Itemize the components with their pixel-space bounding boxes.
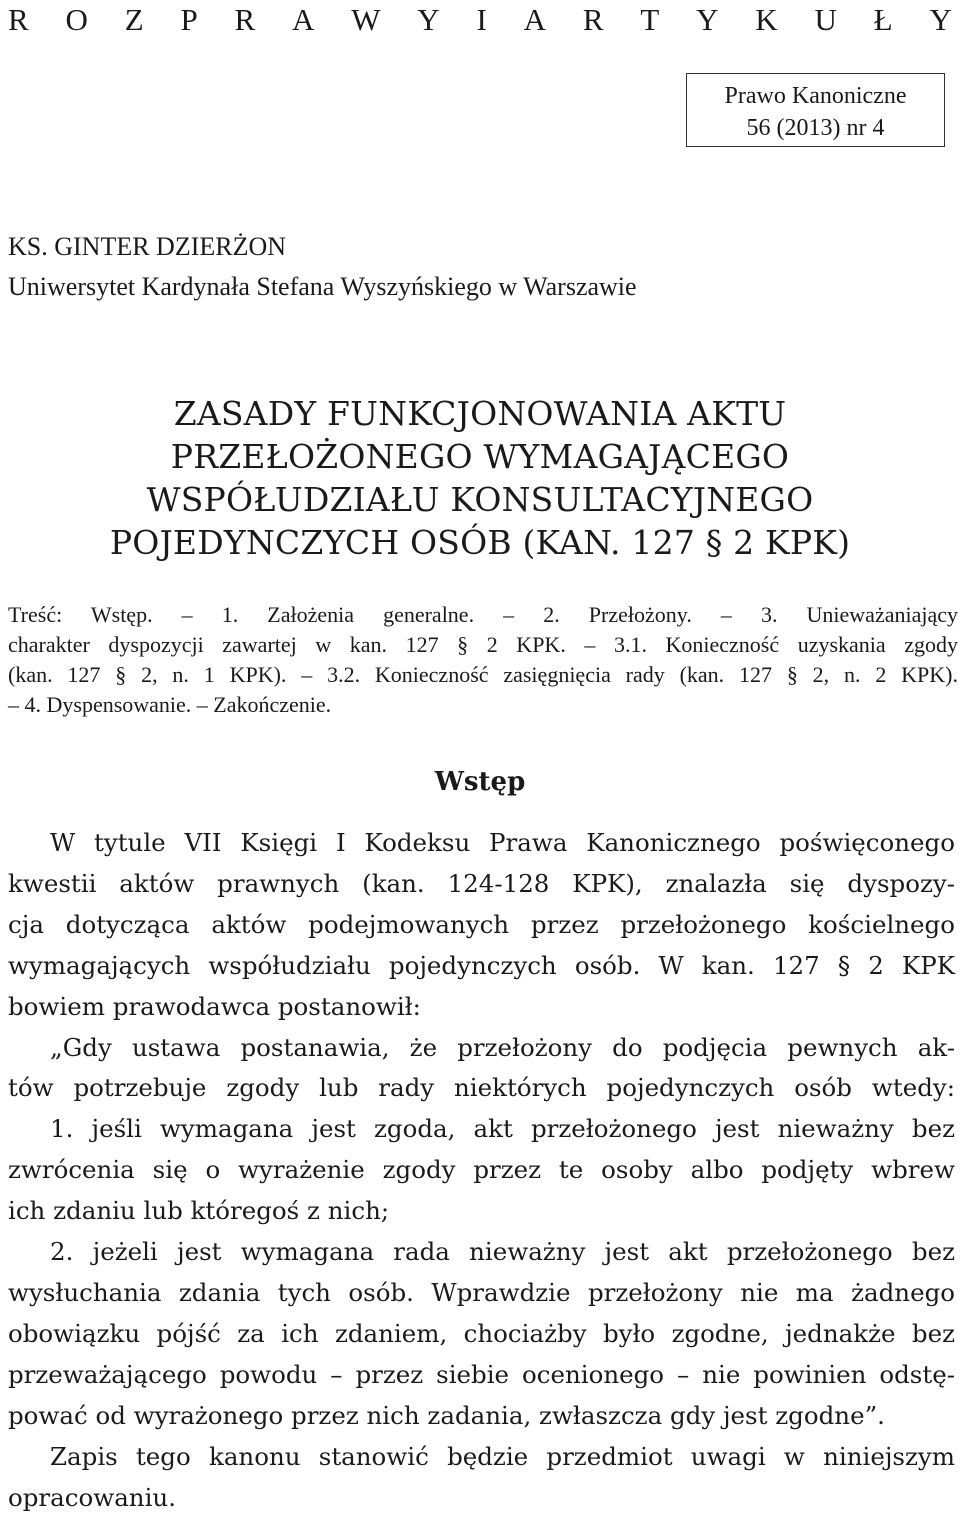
section-header-letter: Z [125, 0, 144, 40]
body-line: opracowaniu. [8, 1478, 955, 1518]
title-line: WSPÓŁUDZIAŁU KONSULTACYJNEGO [0, 478, 960, 521]
body-line: ich zdaniu lub któregoś z nich; [8, 1191, 955, 1232]
section-header-letter: Y [417, 0, 439, 40]
journal-name: Prawo Kanoniczne [687, 80, 944, 112]
body-line: kwestii aktów prawnych (kan. 124-128 KPK), znalazła się dyspozy- [8, 864, 955, 905]
author-block [8, 227, 637, 307]
body-line: 2. jeżeli jest wymagana rada nieważny jest akt przełożonego bez [8, 1232, 955, 1273]
section-header-letter: Y [929, 0, 951, 40]
body-line: wymagających współudziału pojedynczych osób. W kan. 127 § 2 KPK [8, 946, 955, 987]
author-affiliation: Uniwersytet Kardynała Stefana Wyszyńskiego w Warszawie [8, 267, 637, 307]
section-header-letter: T [640, 0, 659, 40]
toc-line: (kan. 127 § 2, n. 1 KPK). – 3.2. Konieczność zasięgnięcia rady (kan. 127 § 2, n. 2 KPK). [8, 660, 958, 690]
section-heading: Wstęp [0, 762, 960, 802]
body-line: W tytule VII Księgi I Kodeksu Prawa Kanonicznego poświęconego [8, 823, 955, 864]
section-header-letter: R [8, 0, 29, 40]
author-name: KS. GINTER DZIERŻON [8, 227, 637, 267]
body-line: Zapis tego kanonu stanowić będzie przedmiot uwagi w niniejszym [8, 1437, 955, 1478]
body-line: 1. jeśli wymagana jest zgoda, akt przełożonego jest nieważny bez [8, 1109, 955, 1150]
section-header-letter: Ł [874, 0, 893, 40]
section-header-letter: O [66, 0, 88, 40]
body-line: tów potrzebuje zgody lub rady niektórych pojedynczych osób wtedy: [8, 1068, 955, 1109]
body-line: bowiem prawodawca postanowił: [8, 987, 955, 1028]
title-line: PRZEŁOŻONEGO WYMAGAJĄCEGO [0, 435, 960, 478]
section-header-letter: A [524, 0, 546, 40]
toc-line: – 4. Dyspensowanie. – Zakończenie. [8, 690, 958, 720]
section-header-letter: R [583, 0, 604, 40]
section-header-letter: K [755, 0, 777, 40]
section-header-letter: Y [696, 0, 718, 40]
section-header-letter: A [292, 0, 314, 40]
body-text [8, 823, 955, 1518]
section-header-letter: P [180, 0, 197, 40]
article-title [0, 392, 960, 564]
section-header-letter: I [477, 0, 487, 40]
toc-line: charakter dyspozycji zawartej w kan. 127 § 2 KPK. – 3.1. Konieczność uzyskania zgody [8, 630, 958, 660]
toc-line: Treść: Wstęp. – 1. Założenia generalne. – 2. Przełożony. – 3. Unieważaniający [8, 600, 958, 630]
body-line: wysłuchania zdania tych osób. Wprawdzie przełożony nie ma żadnego [8, 1273, 955, 1314]
table-of-contents [8, 600, 958, 720]
section-header-letter: U [815, 0, 837, 40]
body-line: obowiązku pójść za ich zdaniem, chociażby było zgodne, jednakże bez [8, 1314, 955, 1355]
journal-issue: 56 (2013) nr 4 [687, 112, 944, 144]
section-header-letter: W [351, 0, 380, 40]
body-line: „Gdy ustawa postanawia, że przełożony do podjęcia pewnych ak- [8, 1028, 955, 1069]
title-line: ZASADY FUNKCJONOWANIA AKTU [0, 392, 960, 435]
title-line: POJEDYNCZYCH OSÓB (KAN. 127 § 2 KPK) [0, 521, 960, 564]
body-line: pować od wyrażonego przez nich zadania, zwłaszcza gdy jest zgodne”. [8, 1396, 955, 1437]
body-line: przeważającego powodu – przez siebie ocenionego – nie powinien odstę- [8, 1355, 955, 1396]
section-header-letter: R [235, 0, 256, 40]
body-line: zwrócenia się o wyrażenie zgody przez te osoby albo podjęty wbrew [8, 1150, 955, 1191]
body-line: cja dotycząca aktów podejmowanych przez przełożonego kościelnego [8, 905, 955, 946]
section-header [8, 0, 952, 40]
journal-info-box [686, 73, 945, 147]
